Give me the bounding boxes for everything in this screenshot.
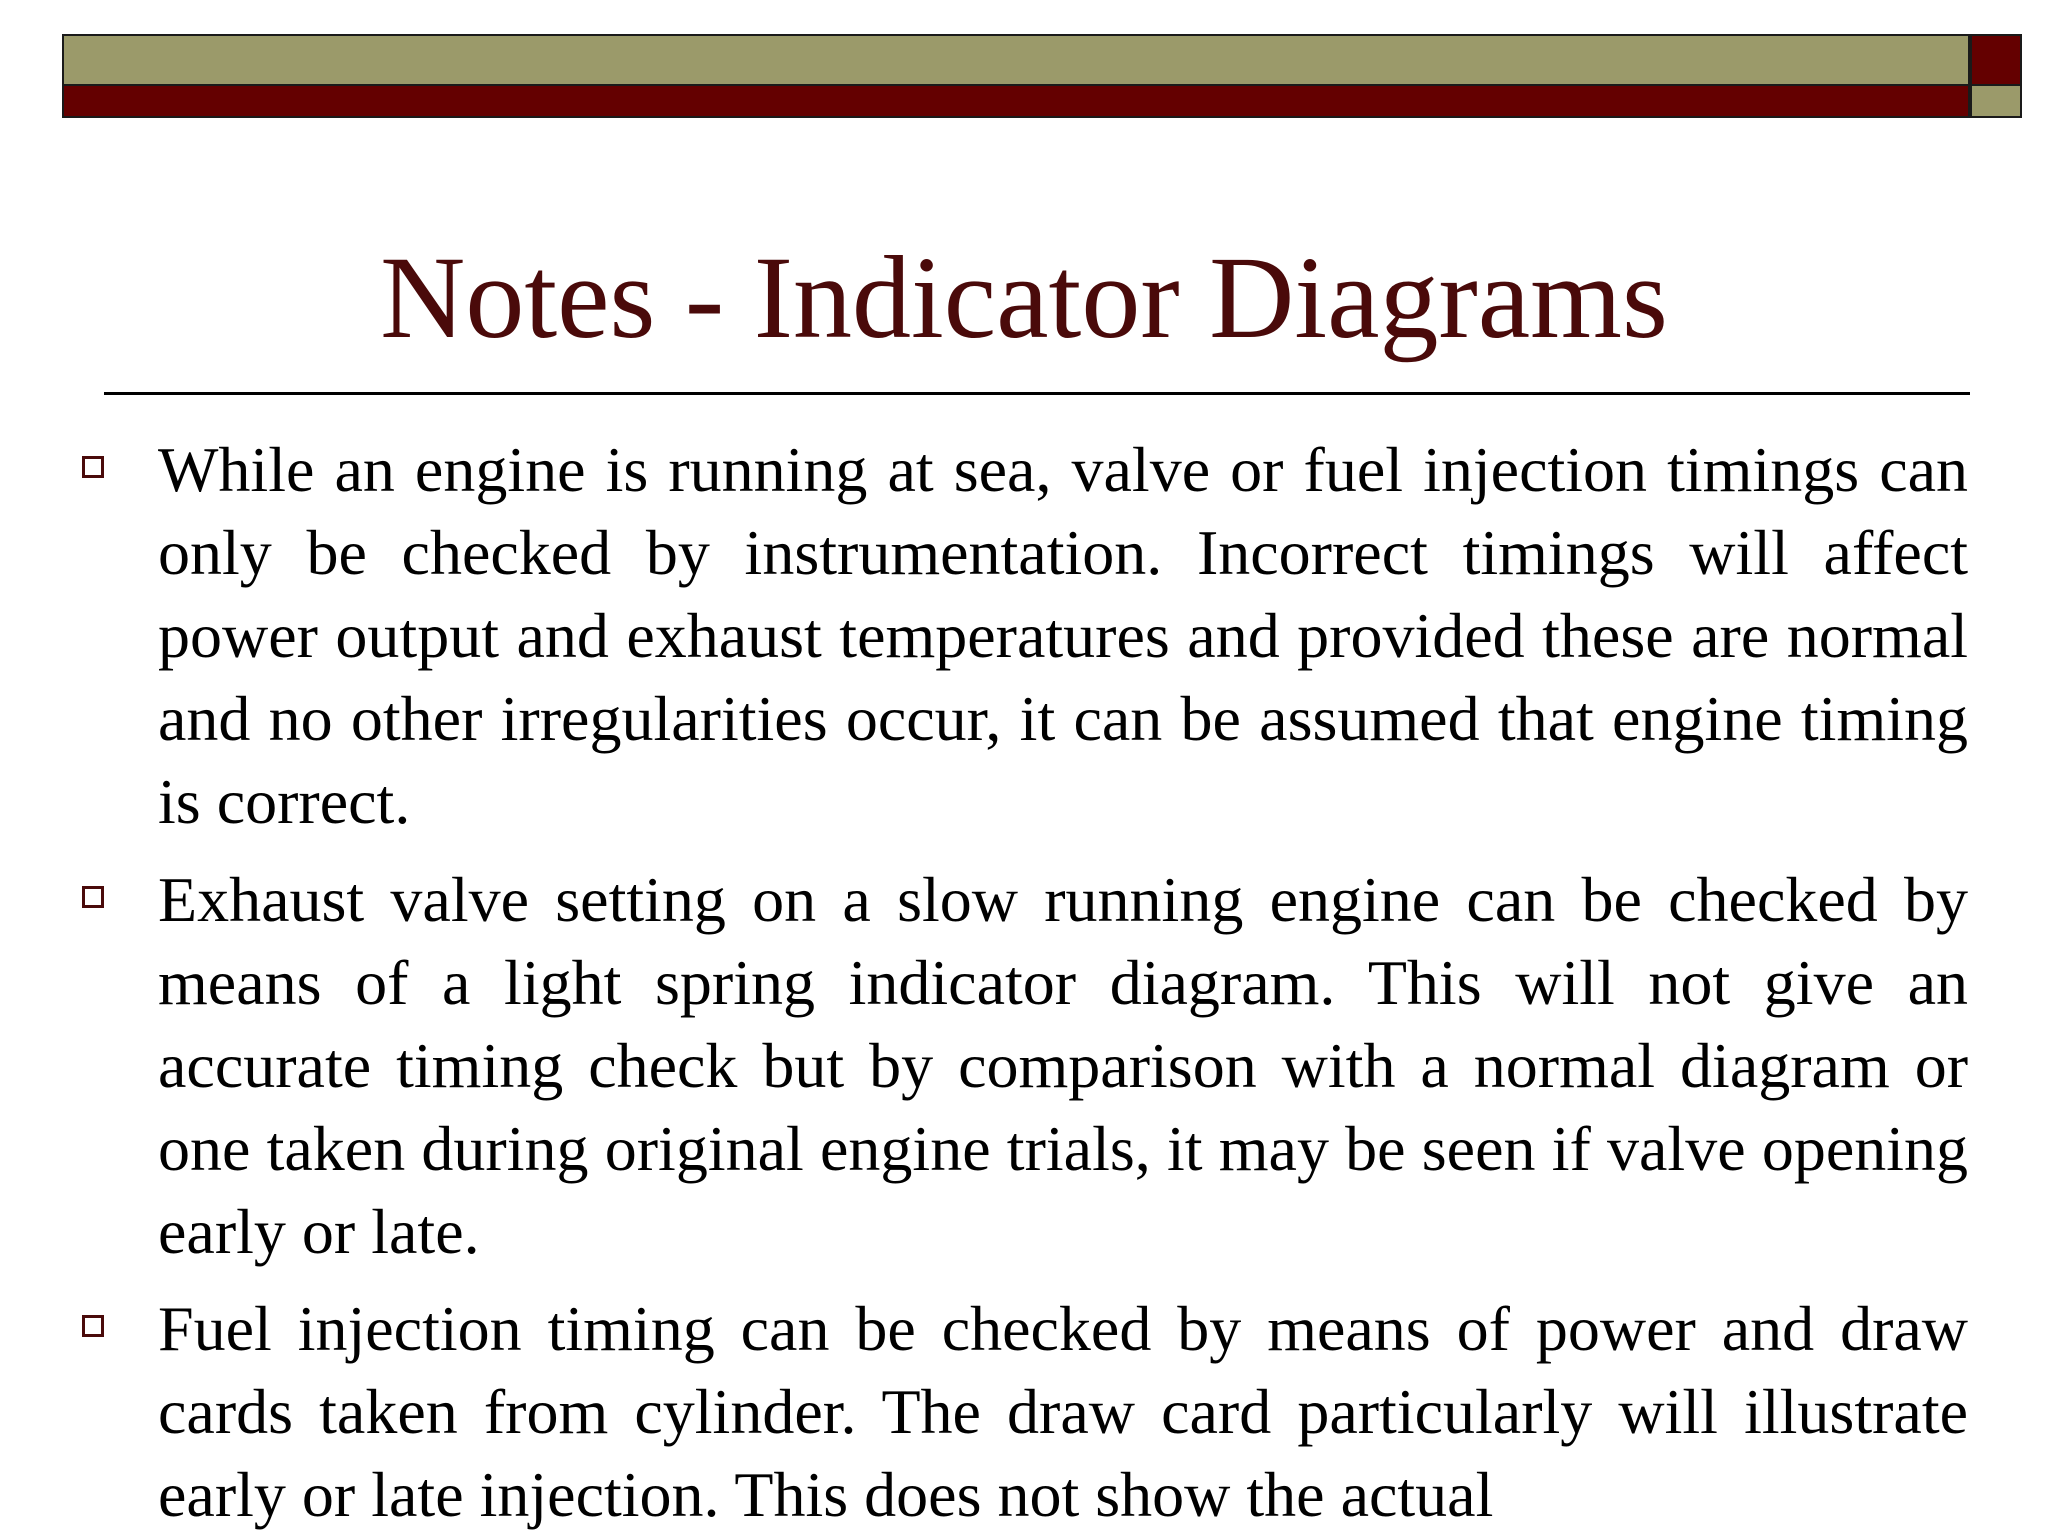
bullet-text: While an engine is running at sea, valve or fuel injection timings can only be checked by instrumentation. Incorrect timings will affect power output and exhaust temperatures and provided these are normal and no other irregularities occur, it can be assumed that engine timing is correct. [158, 434, 1968, 837]
header-bar-maroon [62, 86, 1970, 118]
header-corner-olive [1970, 86, 2022, 118]
header-corner-maroon [1970, 34, 2022, 86]
bullet-text: Fuel injection timing can be checked by means of power and draw cards taken from cylinder. The draw card particularly will illustrate early or late injection. This does not show the actual [158, 1293, 1968, 1530]
title-divider [104, 392, 1970, 395]
hollow-square-icon [82, 886, 104, 908]
hollow-square-icon [82, 1315, 104, 1337]
slide-title: Notes - Indicator Diagrams [380, 232, 1668, 363]
header-bar-olive [62, 34, 1970, 86]
hollow-square-icon [82, 456, 104, 478]
bullet-text: Exhaust valve setting on a slow running engine can be checked by means of a light spring indicator diagram. This will not give an accurate timing check but by comparison with a normal diagram or one taken during original engine trials, it may be seen if valve opening early or late. [158, 864, 1968, 1267]
